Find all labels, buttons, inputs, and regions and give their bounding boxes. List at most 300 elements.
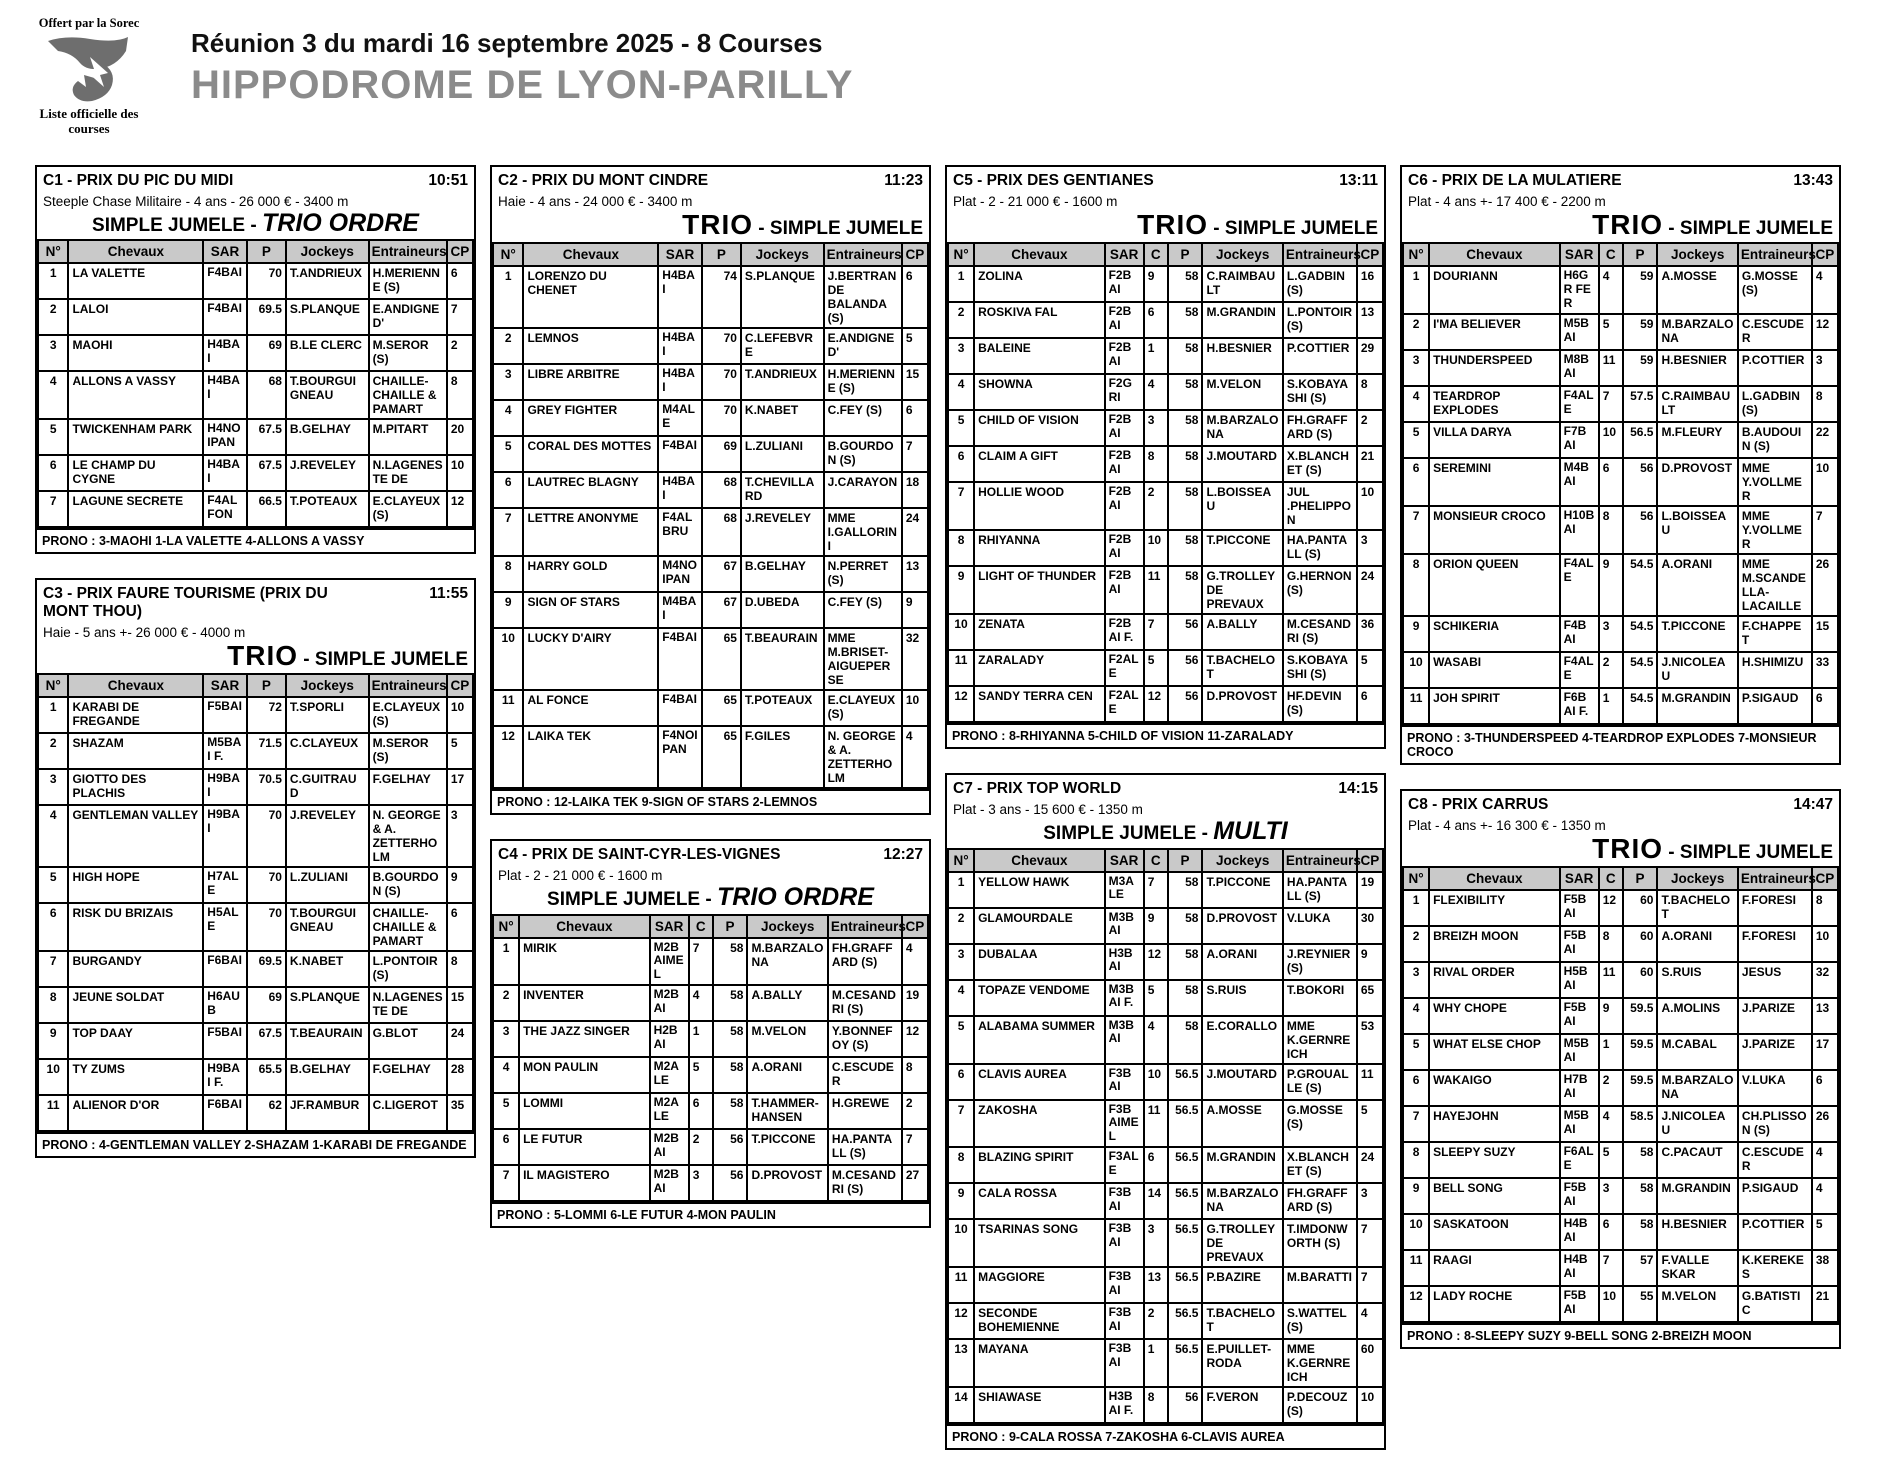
sar-code: M3BAI	[1105, 1016, 1144, 1064]
jockey-name: B.GELHAY	[286, 419, 369, 455]
column-header-entraineurs: Entraineurs	[824, 243, 902, 266]
poids-value: 69	[247, 987, 286, 1023]
poids-value: 58	[713, 985, 748, 1021]
jockey-name: L.BOISSEAU	[1657, 506, 1737, 554]
trainer-name: FH.GRAFFARD (S)	[1283, 1183, 1357, 1219]
runner-number: 9	[948, 566, 974, 614]
poids-value: 59	[1623, 314, 1658, 350]
column-header-p: P	[1623, 243, 1658, 266]
jockey-name: T.HAMMER-HANSEN	[747, 1093, 827, 1129]
hippodrome-title: HIPPODROME DE LYON-PARILLY	[191, 63, 854, 107]
jockey-name: D.PROVOST	[1202, 686, 1282, 722]
runner-row	[38, 769, 473, 805]
poids-value: 69.5	[247, 299, 286, 335]
runner-row	[1403, 506, 1838, 554]
poids-value: 65	[702, 628, 741, 690]
runner-number: 3	[1403, 350, 1429, 386]
runner-row	[1403, 1070, 1838, 1106]
sar-code: M5BAI	[1560, 314, 1599, 350]
jockey-name: J.REVELEY	[741, 508, 824, 556]
jockey-name: J.NICOLEAU	[1657, 1106, 1737, 1142]
trainer-name: T.IMDONWORTH (S)	[1283, 1219, 1357, 1267]
poids-value: 70	[247, 263, 286, 299]
trainer-name: HA.PANTALL (S)	[1283, 530, 1357, 566]
poids-value: 58	[1168, 338, 1203, 374]
runner-number: 7	[1403, 506, 1429, 554]
poids-value: 54.5	[1623, 688, 1658, 724]
jockey-name: P.BAZIRE	[1202, 1267, 1282, 1303]
horse-name: ROSKIVA FAL	[974, 302, 1105, 338]
race-time: 12:27	[883, 846, 923, 864]
runner-number: 5	[493, 1093, 519, 1129]
runners-body	[38, 263, 473, 527]
poids-value: 58	[1168, 302, 1203, 338]
jockey-name: H.BESNIER	[1657, 350, 1737, 386]
cp-value: 8	[902, 1057, 928, 1093]
column-header-n: N°	[1403, 867, 1429, 890]
poids-value: 69.5	[247, 951, 286, 987]
cp-value: 3	[447, 805, 473, 867]
horse-name: ZAKOSHA	[974, 1100, 1105, 1147]
jockey-name: B.GELHAY	[286, 1059, 369, 1095]
trainer-name: S.WATTEL (S)	[1283, 1303, 1357, 1339]
corde-number: 4	[1144, 374, 1168, 410]
runner-number: 5	[1403, 422, 1429, 458]
race-panel-c3	[35, 578, 476, 1158]
race-prono: PRONO : 4-GENTLEMAN VALLEY 2-SHAZAM 1-KARABI DE FREGANDE	[37, 1132, 474, 1156]
sar-code: H4NOIPAN	[203, 419, 247, 455]
runner-row	[493, 985, 928, 1021]
corde-number: 10	[1599, 422, 1623, 458]
cp-value: 38	[1812, 1250, 1838, 1286]
corde-number: 10	[1144, 1064, 1168, 1100]
runner-row	[1403, 890, 1838, 926]
jockey-name: B.LE CLERC	[286, 335, 369, 371]
column-header-p: P	[713, 915, 748, 938]
poids-value: 66.5	[247, 491, 286, 527]
column-header-jockeys: Jockeys	[1657, 867, 1737, 890]
cp-value: 4	[1812, 1142, 1838, 1178]
jockey-name: C.LEFEBVRE	[741, 328, 824, 364]
race-header	[492, 167, 929, 190]
cp-value: 13	[902, 556, 928, 592]
horse-name: ORION QUEEN	[1429, 554, 1560, 616]
cp-value: 6	[447, 903, 473, 951]
corde-number: 5	[1144, 980, 1168, 1016]
sar-code: F4BAI	[203, 299, 247, 335]
race-header	[1402, 791, 1839, 814]
horse-name: MON PAULIN	[519, 1057, 650, 1093]
corde-number: 3	[1599, 616, 1623, 652]
jockey-name: M.GRANDIN	[1202, 302, 1282, 338]
logo-caption-bottom: Liste officielle des courses	[39, 106, 139, 136]
jockey-name: A.BALLY	[747, 985, 827, 1021]
poids-value: 54.5	[1623, 554, 1658, 616]
bet-part: TRIO	[682, 209, 754, 240]
jockey-name: T.BEAURAIN	[286, 1023, 369, 1059]
runner-number: 2	[38, 299, 68, 335]
sar-code: M4BAI	[658, 592, 702, 628]
runner-row	[948, 980, 1383, 1016]
bet-type	[37, 210, 474, 239]
jockey-name: T.BEAURAIN	[741, 628, 824, 690]
trainer-name: B.AUDOUIN (S)	[1738, 422, 1812, 458]
cp-value: 4	[1357, 1303, 1383, 1339]
horse-name: GIOTTO DES PLACHIS	[68, 769, 203, 805]
poids-value: 58	[1168, 944, 1203, 980]
runner-number: 2	[948, 302, 974, 338]
runner-number: 11	[1403, 1250, 1429, 1286]
cp-value: 30	[1357, 908, 1383, 944]
sar-code: F2ALE	[1105, 650, 1144, 686]
jockey-name: M.GRANDIN	[1202, 1147, 1282, 1183]
column-header-cp: CP	[447, 674, 473, 697]
runner-number: 2	[493, 985, 519, 1021]
poids-value: 60	[1623, 926, 1658, 962]
jockey-name: T.BOURGUIGNEAU	[286, 903, 369, 951]
corde-number: 3	[1144, 410, 1168, 446]
horse-name: LOMMI	[519, 1093, 650, 1129]
race-column-1	[35, 165, 476, 1182]
runner-row	[493, 938, 928, 985]
runner-number: 12	[948, 1303, 974, 1339]
jockey-name: S.PLANQUE	[286, 987, 369, 1023]
runner-number: 5	[38, 419, 68, 455]
sar-code: F4NOIPAN	[658, 726, 702, 788]
runner-number: 11	[38, 1095, 68, 1131]
cp-value: 24	[1357, 566, 1383, 614]
corde-number: 6	[1144, 302, 1168, 338]
corde-number: 9	[1144, 908, 1168, 944]
runner-row	[1403, 962, 1838, 998]
runner-number: 10	[493, 628, 523, 690]
sar-code: F4BAI	[658, 690, 702, 726]
cp-value: 16	[1357, 266, 1383, 302]
sar-code: M2BAIMEL	[650, 938, 689, 985]
column-header-p: P	[1168, 849, 1203, 872]
cp-value: 21	[1812, 1286, 1838, 1322]
cp-value: 9	[902, 592, 928, 628]
corde-number: 8	[1144, 446, 1168, 482]
corde-number: 12	[1144, 686, 1168, 722]
poids-value: 70	[702, 364, 741, 400]
horse-name: MAOHI	[68, 335, 203, 371]
race-panel-c7	[945, 773, 1386, 1450]
column-header-entraineurs: Entraineurs	[369, 674, 447, 697]
sar-code: F2BAI	[1105, 482, 1144, 530]
runner-row	[1403, 616, 1838, 652]
sar-code: H4BAI	[203, 455, 247, 491]
runner-row	[1403, 1106, 1838, 1142]
sar-code: F3ALE	[1105, 1147, 1144, 1183]
horse-name: BELL SONG	[1429, 1178, 1560, 1214]
poids-value: 58	[1168, 1016, 1203, 1064]
runner-number: 7	[38, 491, 68, 527]
corde-number: 8	[1144, 1387, 1168, 1423]
horse-name: WHAT ELSE CHOP	[1429, 1034, 1560, 1070]
runner-number: 12	[1403, 1286, 1429, 1322]
poids-value: 56.5	[1168, 1064, 1203, 1100]
runner-row	[38, 805, 473, 867]
column-header-n: N°	[38, 240, 68, 263]
corde-number: 13	[1144, 1267, 1168, 1303]
jockey-name: J.MOUTARD	[1202, 1064, 1282, 1100]
runners-table	[492, 914, 929, 1202]
sar-code: M3BAI F.	[1105, 980, 1144, 1016]
runner-row	[1403, 1178, 1838, 1214]
column-header-jockeys: Jockeys	[1202, 243, 1282, 266]
horse-name: SEREMINI	[1429, 458, 1560, 506]
poids-value: 70.5	[247, 769, 286, 805]
corde-number: 1	[1599, 688, 1623, 724]
trainer-name: P.SIGAUD	[1738, 1178, 1812, 1214]
runner-number: 8	[493, 556, 523, 592]
runner-number: 1	[1403, 890, 1429, 926]
trainer-name: L.PONTOIR (S)	[369, 951, 447, 987]
poids-value: 54.5	[1623, 616, 1658, 652]
poids-value: 58	[1168, 980, 1203, 1016]
runner-number: 10	[38, 1059, 68, 1095]
corde-number: 7	[1599, 1250, 1623, 1286]
jockey-name: T.ANDRIEUX	[286, 263, 369, 299]
column-header-n: N°	[493, 915, 519, 938]
trainer-name: JUL .PHELIPPON	[1283, 482, 1357, 530]
sar-code: F2BAI	[1105, 302, 1144, 338]
cp-value: 4	[902, 726, 928, 788]
poids-value: 57.5	[1623, 386, 1658, 422]
runner-row	[38, 335, 473, 371]
runners-table	[947, 848, 1384, 1424]
column-header-sar: SAR	[1560, 867, 1599, 890]
bet-type	[1402, 210, 1839, 242]
corde-number: 10	[1599, 1286, 1623, 1322]
column-header-sar: SAR	[203, 674, 247, 697]
trainer-name: X.BLANCHET (S)	[1283, 446, 1357, 482]
page-titles	[191, 16, 853, 108]
cp-value: 6	[1812, 1070, 1838, 1106]
trainer-name: J.PARIZE	[1738, 1034, 1812, 1070]
runner-number: 2	[493, 328, 523, 364]
table-header-row	[493, 915, 928, 938]
horse-name: SASKATOON	[1429, 1214, 1560, 1250]
horse-name: SHAZAM	[68, 733, 203, 769]
corde-number: 4	[1599, 1106, 1623, 1142]
horse-name: LORENZO DU CHENET	[523, 266, 658, 328]
runner-number: 5	[493, 436, 523, 472]
runner-row	[948, 944, 1383, 980]
race-conditions: Plat - 2 - 21 000 € - 1600 m	[498, 868, 663, 884]
jockey-name: M.GRANDIN	[1657, 688, 1737, 724]
cp-value: 20	[447, 419, 473, 455]
horse-name: CHILD OF VISION	[974, 410, 1105, 446]
horse-name: GREY FIGHTER	[523, 400, 658, 436]
poids-value: 58	[1168, 410, 1203, 446]
trainer-name: V.LUKA	[1738, 1070, 1812, 1106]
poids-value: 74	[702, 266, 741, 328]
horse-name: LAIKA TEK	[523, 726, 658, 788]
corde-number: 1	[1144, 338, 1168, 374]
cp-value: 28	[447, 1059, 473, 1095]
poids-value: 71.5	[247, 733, 286, 769]
sar-code: F5BAI	[203, 1023, 247, 1059]
runner-number: 7	[493, 508, 523, 556]
horse-name: WASABI	[1429, 652, 1560, 688]
sar-code: F3BAI	[1105, 1183, 1144, 1219]
cp-value: 32	[902, 628, 928, 690]
race-header	[492, 841, 929, 864]
poids-value: 70	[247, 867, 286, 903]
jockey-name: T.SPORLI	[286, 697, 369, 733]
poids-value: 56.5	[1168, 1100, 1203, 1147]
race-column-2	[490, 165, 931, 1252]
race-time: 10:51	[428, 172, 468, 189]
column-header-p: P	[702, 243, 741, 266]
sar-code: M3ALE	[1105, 872, 1144, 908]
sar-code: F4ALE	[1560, 386, 1599, 422]
cp-value: 10	[1812, 458, 1838, 506]
race-header	[947, 775, 1384, 798]
poids-value: 58	[713, 938, 748, 985]
runner-number: 10	[1403, 652, 1429, 688]
race-time: 13:43	[1793, 172, 1833, 189]
trainer-name: FH.GRAFFARD (S)	[1283, 410, 1357, 446]
jockey-name: M.GRANDIN	[1657, 1178, 1737, 1214]
corde-number: 3	[689, 1165, 713, 1201]
jockey-name: A.ORANI	[747, 1057, 827, 1093]
cp-value: 8	[1812, 890, 1838, 926]
meeting-title: Réunion 3 du mardi 16 septembre 2025 - 8 Courses	[191, 28, 823, 58]
runner-row	[948, 1387, 1383, 1423]
cp-value: 27	[902, 1165, 928, 1201]
runner-row	[493, 690, 928, 726]
runner-number: 7	[948, 482, 974, 530]
trainer-name: P.DECOUZ (S)	[1283, 1387, 1357, 1423]
trainer-name: CHAILLE-CHAILLE & PAMART	[369, 903, 447, 951]
corde-number: 1	[1599, 1034, 1623, 1070]
race-conditions: Plat - 3 ans - 15 600 € - 1350 m	[953, 802, 1143, 818]
runner-number: 7	[1403, 1106, 1429, 1142]
poids-value: 68	[702, 472, 741, 508]
jockey-name: J.REVELEY	[286, 805, 369, 867]
trainer-name: P.SIGAUD	[1738, 688, 1812, 724]
column-header-jockeys: Jockeys	[747, 915, 827, 938]
sar-code: H3BAI	[1105, 944, 1144, 980]
runner-number: 1	[493, 266, 523, 328]
runner-number: 3	[948, 338, 974, 374]
poids-value: 58	[713, 1057, 748, 1093]
horse-name: MAGGIORE	[974, 1267, 1105, 1303]
jockey-name: J.MOUTARD	[1202, 446, 1282, 482]
runners-body	[1403, 266, 1838, 723]
trainer-name: CHAILLE-CHAILLE & PAMART	[369, 371, 447, 419]
horse-name: CALA ROSSA	[974, 1183, 1105, 1219]
horse-name: RHIYANNA	[974, 530, 1105, 566]
runner-number: 5	[38, 867, 68, 903]
corde-number: 1	[689, 1021, 713, 1057]
horse-name: TWICKENHAM PARK	[68, 419, 203, 455]
corde-number: 14	[1144, 1183, 1168, 1219]
runner-number: 4	[38, 371, 68, 419]
runners-table	[1402, 866, 1839, 1323]
trainer-name: HA.PANTALL (S)	[828, 1129, 902, 1165]
sar-code: F2BAI F.	[1105, 614, 1144, 650]
poids-value: 70	[702, 328, 741, 364]
sar-code: M2ALE	[650, 1057, 689, 1093]
runner-row	[1403, 1214, 1838, 1250]
runner-row	[493, 556, 928, 592]
runner-row	[38, 867, 473, 903]
sar-code: F4BAI	[658, 628, 702, 690]
column-header-chevaux: Chevaux	[974, 243, 1105, 266]
runner-number: 6	[38, 903, 68, 951]
runners-table	[37, 673, 474, 1132]
sar-code: F3BAIMEL	[1105, 1100, 1144, 1147]
cp-value: 15	[1812, 616, 1838, 652]
race-title: C1 - PRIX DU PIC DU MIDI	[43, 172, 234, 189]
horse-name: MONSIEUR CROCO	[1429, 506, 1560, 554]
sar-code: F2BAI	[1105, 338, 1144, 374]
runner-number: 1	[493, 938, 519, 985]
cp-value: 5	[1357, 1100, 1383, 1147]
sar-code: H5ALE	[203, 903, 247, 951]
trainer-name: MME M.BRISET-AIGUEPERSE	[824, 628, 902, 690]
runner-row	[948, 1064, 1383, 1100]
horse-name: LALOI	[68, 299, 203, 335]
jockey-name: J.NICOLEAU	[1657, 652, 1737, 688]
corde-number: 12	[1599, 890, 1623, 926]
sar-code: M3BAI	[1105, 908, 1144, 944]
horse-name: ALLONS A VASSY	[68, 371, 203, 419]
poids-value: 56.5	[1168, 1303, 1203, 1339]
poids-value: 58	[1168, 530, 1203, 566]
corde-number: 6	[1599, 458, 1623, 506]
runner-number: 11	[1403, 688, 1429, 724]
poids-value: 58	[1168, 482, 1203, 530]
cp-value: 18	[902, 472, 928, 508]
jockey-name: A.ORANI	[1202, 944, 1282, 980]
runner-number: 9	[1403, 616, 1429, 652]
column-header-jockeys: Jockeys	[741, 243, 824, 266]
trainer-name: X.BLANCHET (S)	[1283, 1147, 1357, 1183]
cp-value: 21	[1357, 446, 1383, 482]
poids-value: 67	[702, 556, 741, 592]
runner-number: 6	[493, 1129, 519, 1165]
sar-code: F4AL FON	[203, 491, 247, 527]
column-header-entraineurs: Entraineurs	[828, 915, 902, 938]
horse-name: SCHIKERIA	[1429, 616, 1560, 652]
column-header-chevaux: Chevaux	[68, 240, 203, 263]
cp-value: 19	[1357, 872, 1383, 908]
corde-number: 6	[1599, 1214, 1623, 1250]
runner-number: 8	[1403, 1142, 1429, 1178]
sar-code: M2BAI	[650, 985, 689, 1021]
trainer-name: F.FORESI	[1738, 926, 1812, 962]
runner-row	[948, 566, 1383, 614]
jockey-name: D.PROVOST	[1657, 458, 1737, 506]
horse-name: TY ZUMS	[68, 1059, 203, 1095]
poids-value: 69	[247, 335, 286, 371]
cp-value: 2	[902, 1093, 928, 1129]
runner-number: 6	[493, 472, 523, 508]
race-conditions: Haie - 4 ans - 24 000 € - 3400 m	[498, 194, 693, 209]
jockey-name: S.RUIS	[1657, 962, 1737, 998]
runner-row	[1403, 998, 1838, 1034]
runner-row	[493, 266, 928, 328]
column-header-n: N°	[1403, 243, 1429, 266]
cp-value: 10	[1357, 482, 1383, 530]
column-header-cp: CP	[447, 240, 473, 263]
bet-part: TRIO	[1592, 209, 1664, 240]
